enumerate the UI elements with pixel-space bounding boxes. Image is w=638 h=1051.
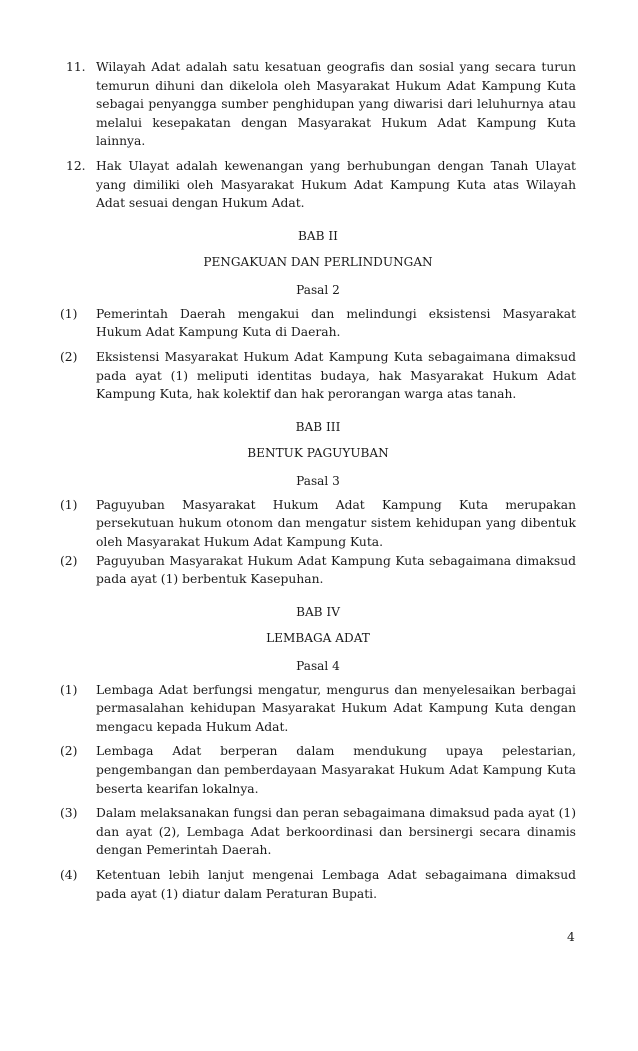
paragraph-item	[60, 552, 576, 589]
definition-item-11	[60, 58, 576, 151]
definition-text: Wilayah Adat adalah satu kesatuan geografis dan sosial yang secara turun temurun dihuni dan dikelola oleh Masyarakat Hukum Adat Kampung Kuta sebagai penyangga sumber penghidupan yang diwarisi dari leluhurnya atau melalui kesepakatan dengan Masyarakat Hukum Adat Kampung Kuta lainnya.	[96, 60, 576, 149]
chapter-heading-bab-iv: BAB IV	[296, 604, 340, 619]
paragraph-text: Eksistensi Masyarakat Hukum Adat Kampung Kuta sebagaimana dimaksud pada ayat (1) meliputi identitas budaya, hak Masyarakat Hukum Adat Kampung Kuta, hak kolektif dan hak perorangan warga atas tanah.	[96, 349, 576, 402]
paragraph-text: Lembaga Adat berfungsi mengatur, mengurus dan menyelesaikan berbagai permasalahan kehidupan Masyarakat Hukum Adat Kampung Kuta dengan mengacu kepada Hukum Adat.	[96, 682, 576, 734]
paragraph-text: Lembaga Adat berperan dalam mendukung upaya pelestarian, pengembangan dan pemberdayaan Masyarakat Hukum Adat Kampung Kuta beserta kearifan lokalnya.	[96, 744, 576, 796]
paragraph-item	[60, 804, 576, 860]
paragraph-number: (2)	[60, 349, 78, 364]
paragraph-number: (1)	[60, 306, 78, 321]
paragraph-number: (1)	[60, 682, 78, 697]
paragraph-number: (1)	[60, 497, 78, 512]
paragraph-text: Ketentuan lebih lanjut mengenai Lembaga Adat sebagaimana dimaksud pada ayat (1) diatur dalam Peraturan Bupati.	[96, 868, 576, 901]
paragraph-number: (3)	[60, 806, 78, 821]
chapter-heading-bab-iii: BAB III	[295, 419, 341, 434]
definition-number: 12.	[66, 158, 86, 173]
paragraph-text: Paguyuban Masyarakat Hukum Adat Kampung Kuta sebagaimana dimaksud pada ayat (1) berbentuk Kasepuhan.	[96, 553, 576, 587]
paragraph-text: Dalam melaksanakan fungsi dan peran sebagaimana dimaksud pada ayat (1) dan ayat (2), Lembaga Adat berkoordinasi dan bersinergi secara dinamis dengan Pemerintah Daerah.	[96, 806, 576, 858]
paragraph-number: (2)	[60, 744, 78, 759]
paragraph-item	[60, 348, 576, 404]
chapter-title-bab-ii: PENGAKUAN DAN PERLINDUNGAN	[203, 254, 433, 269]
chapter-title-bab-iv: LEMBAGA ADAT	[266, 630, 370, 645]
chapter-title-bab-iii: BENTUK PAGUYUBAN	[247, 445, 389, 460]
article-heading-pasal-3: Pasal 3	[296, 473, 340, 488]
paragraph-item	[60, 742, 576, 798]
paragraph-item	[60, 496, 576, 552]
chapter-heading-bab-ii: BAB II	[298, 228, 338, 243]
article-heading-pasal-4: Pasal 4	[296, 658, 340, 673]
definition-text: Hak Ulayat adalah kewenangan yang berhubungan dengan Tanah Ulayat yang dimiliki oleh Masyarakat Hukum Adat Kampung Kuta atas Wilayah Adat sesuai dengan Hukum Adat.	[96, 158, 576, 211]
paragraph-item	[60, 681, 576, 737]
article-heading-pasal-2: Pasal 2	[296, 282, 340, 297]
definition-item-12	[60, 157, 576, 213]
page-number: 4	[567, 930, 575, 944]
paragraph-text: Pemerintah Daerah mengakui dan melindungi eksistensi Masyarakat Hukum Adat Kampung Kuta di Daerah.	[96, 306, 576, 340]
paragraph-text: Paguyuban Masyarakat Hukum Adat Kampung Kuta merupakan persekutuan hukum otonom dan mengatur sistem kehidupan yang dibentuk oleh Masyarakat Hukum Adat Kampung Kuta.	[96, 497, 576, 549]
definition-number: 11.	[66, 60, 86, 74]
paragraph-number: (4)	[60, 868, 78, 883]
paragraph-item	[60, 866, 576, 903]
paragraph-item	[60, 305, 576, 342]
paragraph-number: (2)	[60, 553, 78, 568]
page-content	[60, 58, 576, 903]
